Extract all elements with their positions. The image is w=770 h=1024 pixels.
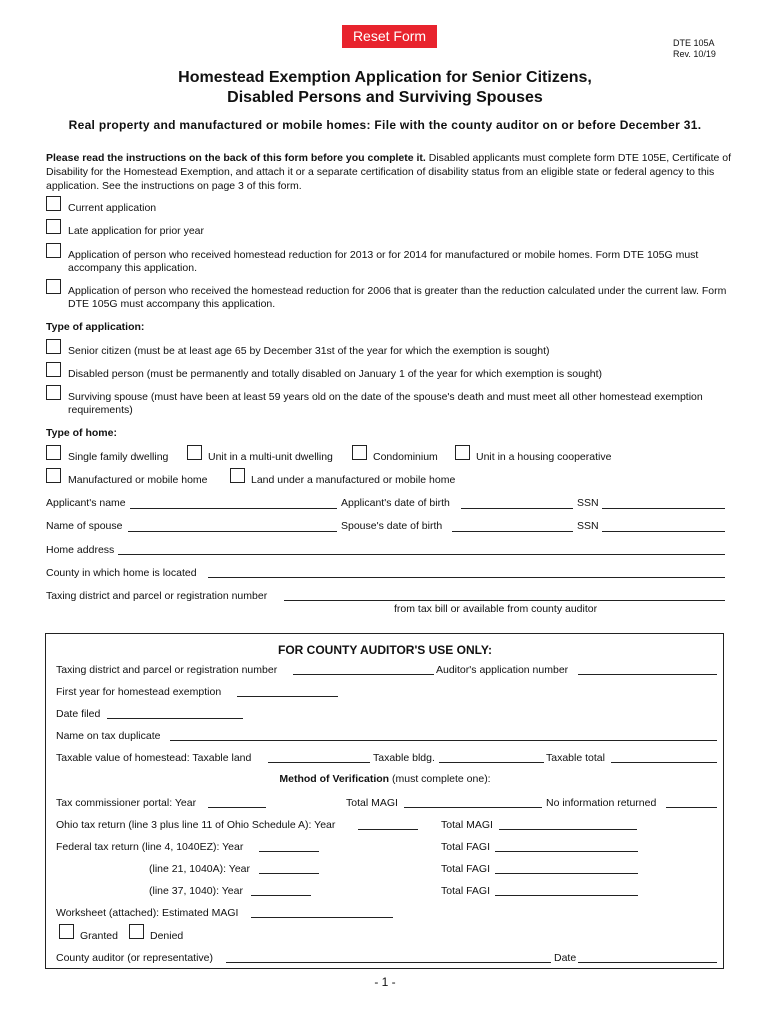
total-fagi-1-field[interactable]: [495, 851, 638, 852]
taxable-land-field[interactable]: [268, 762, 370, 763]
aud-app-number-label: Auditor's application number: [436, 664, 569, 676]
total-magi-1-field[interactable]: [404, 807, 542, 808]
mobile-home-checkbox[interactable]: [46, 468, 61, 483]
page-subtitle: Real property and manufactured or mobile homes: File with the county auditor on or before December 31.: [68, 118, 702, 132]
denied-label: Denied: [150, 930, 184, 942]
county-auditor-signature-field[interactable]: [226, 962, 551, 963]
tax-portal-label: Tax commissioner portal: Year: [56, 797, 197, 809]
federal-1040ez-year-field[interactable]: [259, 851, 319, 852]
land-under-mobile-checkbox[interactable]: [230, 468, 245, 483]
first-year-label: First year for homestead exemption: [56, 686, 222, 698]
total-magi-2-label: Total MAGI: [441, 819, 493, 831]
total-magi-2-field[interactable]: [499, 829, 637, 830]
method-of-verification: Method of Verification (must complete one):: [279, 773, 491, 785]
single-family-label: Single family dwelling: [68, 451, 169, 463]
tax-portal-year-field[interactable]: [208, 807, 266, 808]
single-family-checkbox[interactable]: [46, 445, 61, 460]
current-application-label: Current application: [68, 202, 157, 214]
name-on-duplicate-label: Name on tax duplicate: [56, 730, 161, 742]
page-number: - 1 -: [374, 975, 396, 989]
senior-citizen-checkbox[interactable]: [46, 339, 61, 354]
aud-taxing-district-field[interactable]: [293, 674, 434, 675]
spouse-ssn-field[interactable]: [602, 531, 725, 532]
ohio-return-label: Ohio tax return (line 3 plus line 11 of Ohio Schedule A): Year: [56, 819, 336, 831]
form-number: DTE 105A: [673, 38, 715, 48]
surviving-spouse-label: Surviving spouse (must have been at least 59 years old on the date of the spouse's death and must meet all other homestead exemption requirements): [68, 391, 703, 416]
instructions: Please read the instructions on the back of this form before you complete it. Disabled applicants must complete form DTE 105E, Certificate of Disability for the Homestead Exemption, and attach it or a separate certification of disability status from an eligible state or federal agency to this application. See the instructions on page 3 of this form.: [46, 152, 732, 192]
surviving-spouse-checkbox[interactable]: [46, 385, 61, 400]
applicant-name-field[interactable]: [130, 508, 337, 509]
taxing-district-label: Taxing district and parcel or registration number: [46, 590, 268, 602]
reduction-2006-label: Application of person who received the homestead reduction for 2006 that is greater than the reduction calculated under the current law. Form DTE 105G must accompany this application.: [68, 285, 727, 310]
taxable-total-label: Taxable total: [546, 752, 605, 764]
total-fagi-3-field[interactable]: [495, 895, 638, 896]
date-filed-field[interactable]: [107, 718, 243, 719]
reduction-2013-label: Application of person who received homestead reduction for 2013 or for 2014 for manufactured or mobile homes. Form DTE 105G must accompany this application.: [68, 249, 699, 274]
total-fagi-1-label: Total FAGI: [441, 841, 491, 853]
form-revision: Rev. 10/19: [673, 49, 716, 59]
worksheet-field[interactable]: [251, 917, 393, 918]
aud-taxing-district-label: Taxing district and parcel or registration number: [56, 664, 278, 676]
date-label: Date: [554, 952, 577, 964]
mobile-home-label: Manufactured or mobile home: [68, 474, 208, 486]
multi-unit-checkbox[interactable]: [187, 445, 202, 460]
granted-label: Granted: [80, 930, 118, 942]
auditor-title: FOR COUNTY AUDITOR'S USE ONLY:: [278, 643, 492, 657]
total-fagi-2-label: Total FAGI: [441, 863, 491, 875]
total-magi-1-label: Total MAGI: [346, 797, 398, 809]
multi-unit-label: Unit in a multi-unit dwelling: [208, 451, 333, 463]
date-field[interactable]: [578, 962, 717, 963]
no-info-label: No information returned: [546, 797, 657, 809]
page-title: Homestead Exemption Application for Senior Citizens, Disabled Persons and Surviving Spouses: [178, 69, 592, 106]
first-year-field[interactable]: [237, 696, 338, 697]
name-on-duplicate-field[interactable]: [170, 740, 717, 741]
late-application-label: Late application for prior year: [68, 225, 204, 237]
late-application-checkbox[interactable]: [46, 219, 61, 234]
no-info-field[interactable]: [666, 807, 717, 808]
type-of-application-heading: Type of application:: [46, 321, 145, 333]
senior-citizen-label: Senior citizen (must be at least age 65 by December 31st of the year for which the exemption is sought): [68, 345, 550, 357]
applicant-ssn-field[interactable]: [602, 508, 725, 509]
applicant-dob-field[interactable]: [461, 508, 573, 509]
spouse-dob-field[interactable]: [452, 531, 573, 532]
current-application-checkbox[interactable]: [46, 196, 61, 211]
condominium-label: Condominium: [373, 451, 438, 463]
applicant-dob-label: Applicant's date of birth: [341, 497, 450, 509]
taxable-bldg-label: Taxable bldg.: [373, 752, 435, 764]
line-1040-year-field[interactable]: [251, 895, 311, 896]
taxing-district-note: from tax bill or available from county auditor: [394, 603, 598, 615]
worksheet-label: Worksheet (attached): Estimated MAGI: [56, 907, 239, 919]
condominium-checkbox[interactable]: [352, 445, 367, 460]
spouse-ssn-label: SSN: [577, 520, 599, 532]
reduction-2013-checkbox[interactable]: [46, 243, 61, 258]
line-1040-label: (line 37, 1040): Year: [149, 885, 243, 897]
spouse-name-field[interactable]: [128, 531, 337, 532]
disabled-person-label: Disabled person (must be permanently and totally disabled on January 1 of the year for which exemption is sought): [68, 368, 603, 380]
taxable-land-label: Taxable value of homestead: Taxable land: [56, 752, 252, 764]
housing-cooperative-checkbox[interactable]: [455, 445, 470, 460]
spouse-dob-label: Spouse's date of birth: [341, 520, 443, 532]
home-address-label: Home address: [46, 544, 115, 556]
type-of-home-heading: Type of home:: [46, 427, 117, 439]
granted-checkbox[interactable]: [59, 924, 74, 939]
reset-form-button[interactable]: Reset Form: [342, 25, 437, 48]
county-label: County in which home is located: [46, 567, 197, 579]
county-auditor-label: County auditor (or representative): [56, 952, 213, 964]
taxable-bldg-field[interactable]: [439, 762, 544, 763]
housing-cooperative-label: Unit in a housing cooperative: [476, 451, 612, 463]
taxable-total-field[interactable]: [611, 762, 717, 763]
denied-checkbox[interactable]: [129, 924, 144, 939]
line-1040a-label: (line 21, 1040A): Year: [149, 863, 250, 875]
total-fagi-3-label: Total FAGI: [441, 885, 491, 897]
ohio-return-year-field[interactable]: [358, 829, 418, 830]
federal-1040ez-label: Federal tax return (line 4, 1040EZ): Year: [56, 841, 244, 853]
total-fagi-2-field[interactable]: [495, 873, 638, 874]
land-under-mobile-label: Land under a manufactured or mobile home: [251, 474, 456, 486]
form-id: [673, 38, 716, 60]
reduction-2006-checkbox[interactable]: [46, 279, 61, 294]
home-address-field[interactable]: [118, 554, 725, 555]
county-field[interactable]: [208, 577, 725, 578]
date-filed-label: Date filed: [56, 708, 101, 720]
taxing-district-field[interactable]: [284, 600, 725, 601]
applicant-ssn-label: SSN: [577, 497, 599, 509]
disabled-person-checkbox[interactable]: [46, 362, 61, 377]
spouse-name-label: Name of spouse: [46, 520, 123, 532]
aud-app-number-field[interactable]: [578, 674, 717, 675]
applicant-name-label: Applicant's name: [46, 497, 126, 509]
line-1040a-year-field[interactable]: [259, 873, 319, 874]
